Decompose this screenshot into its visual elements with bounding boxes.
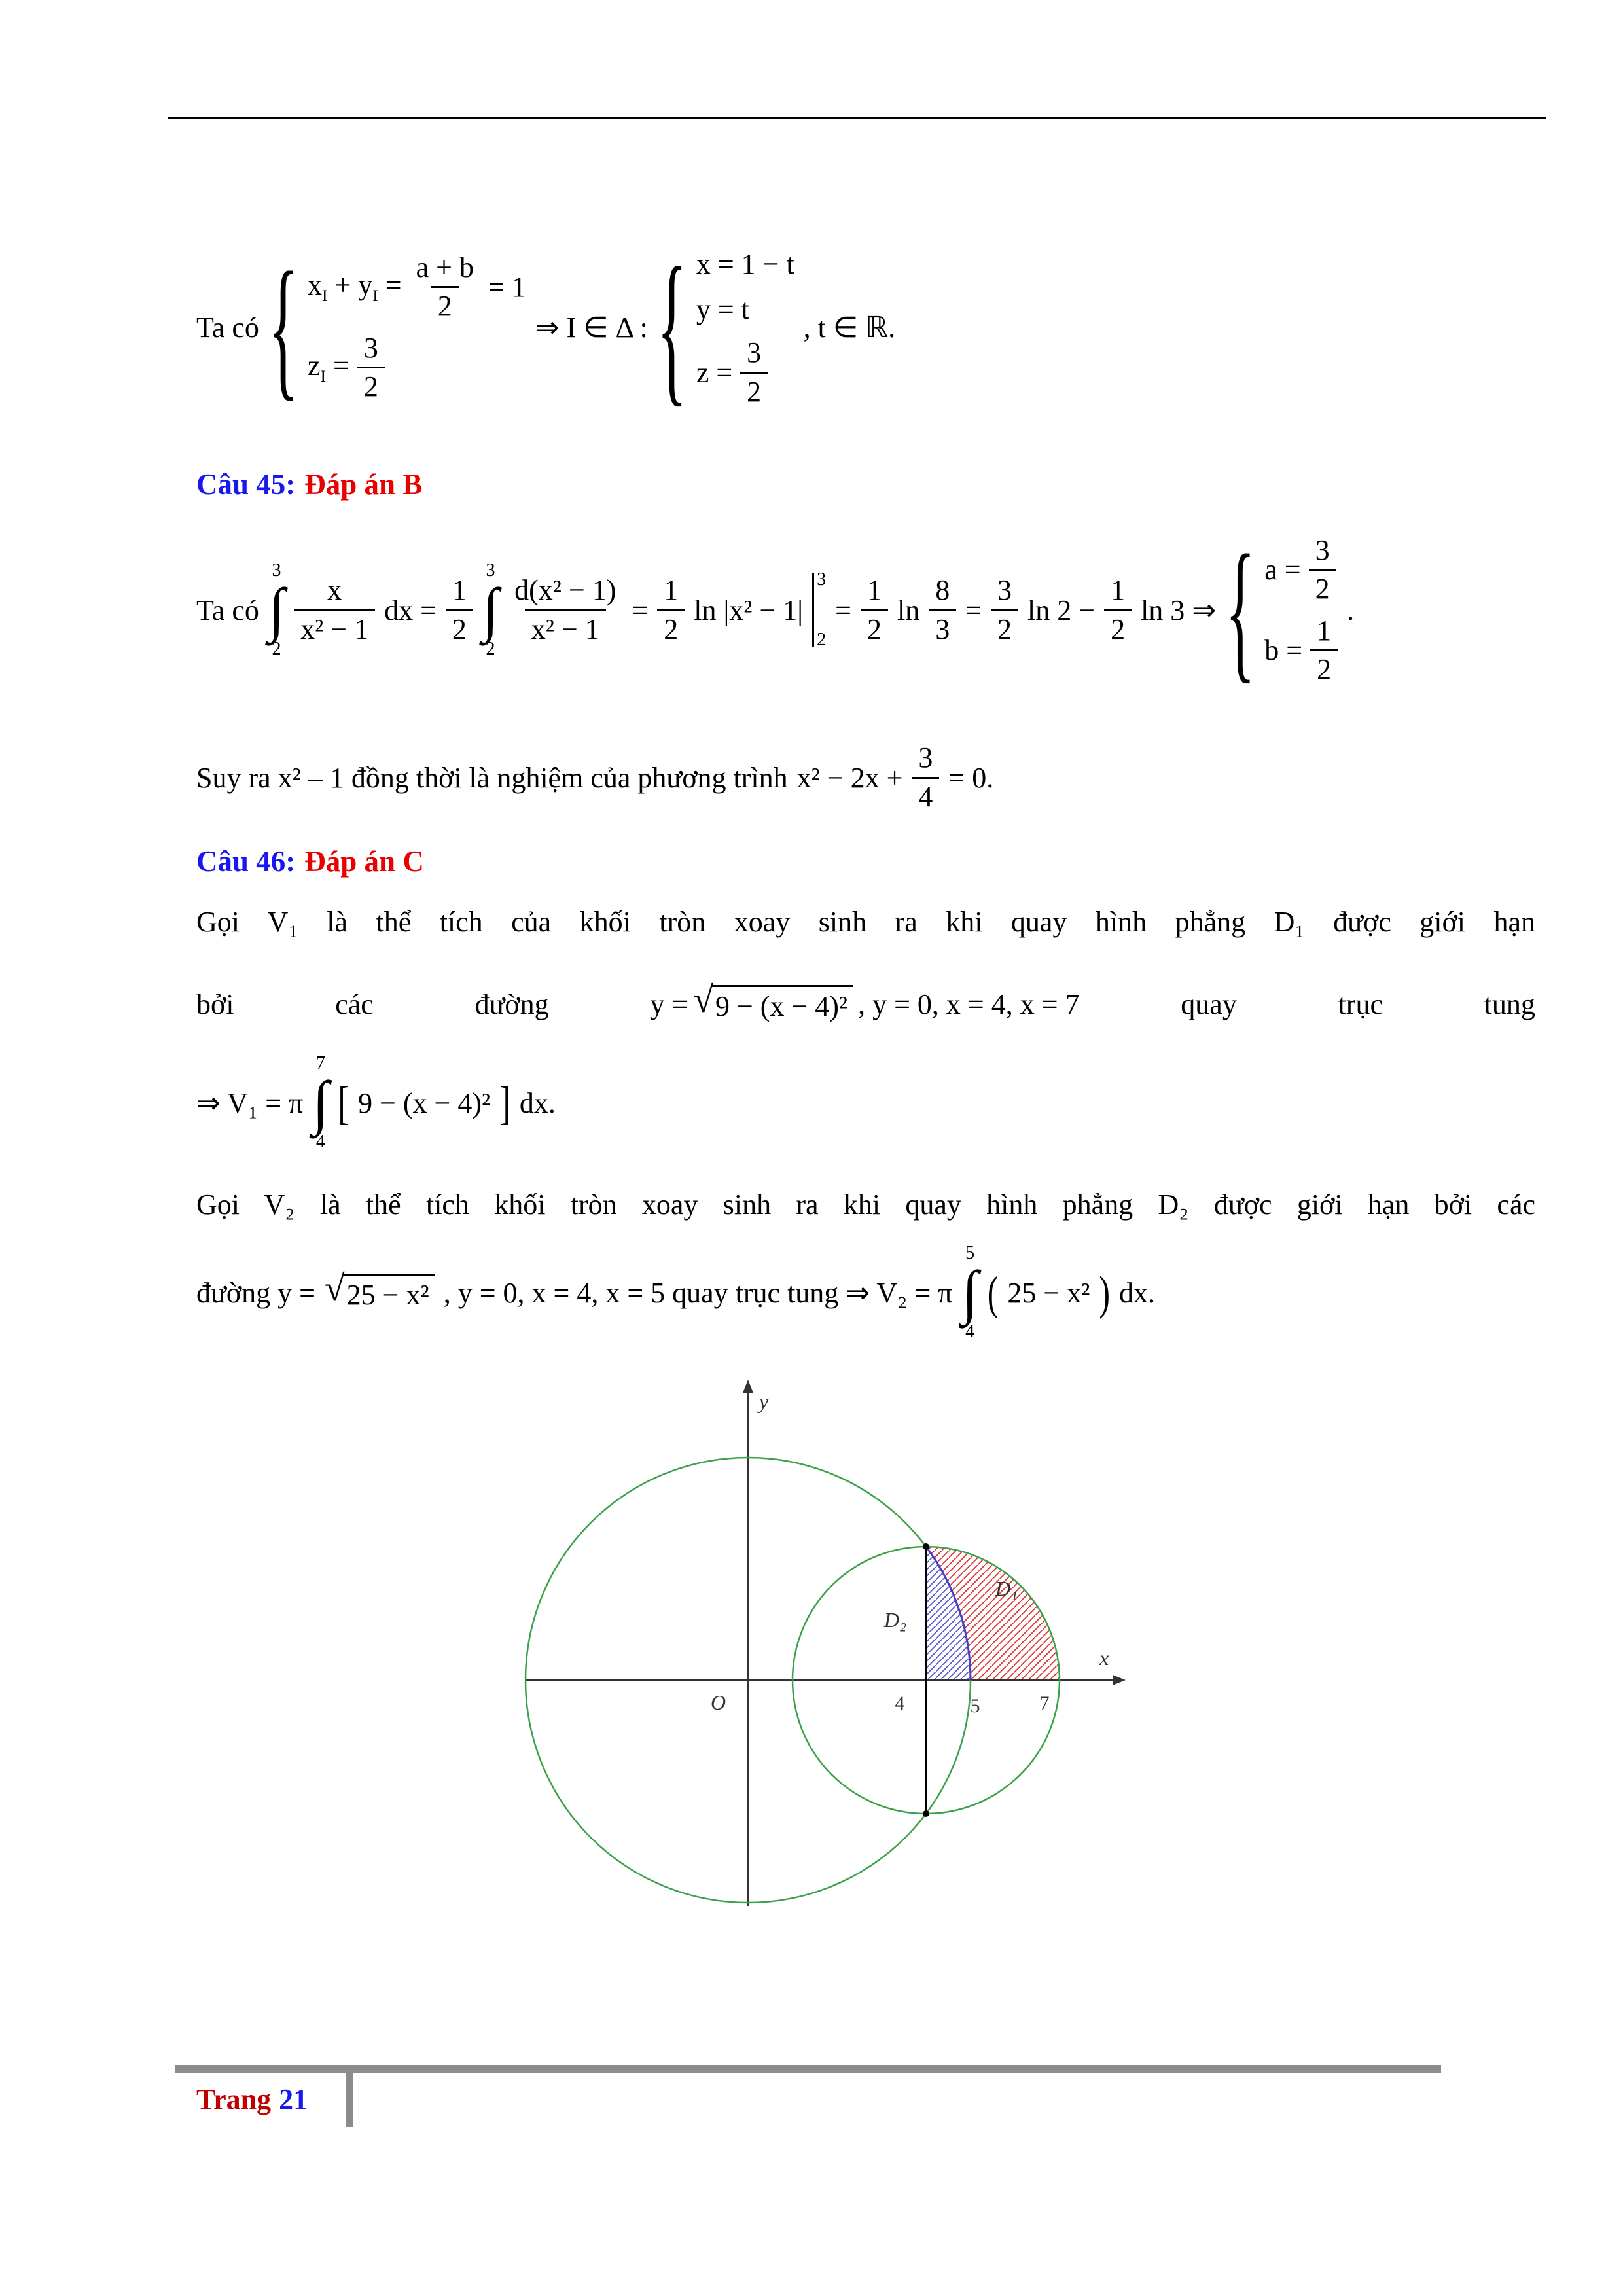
math-token: đường y = [196, 1276, 315, 1309]
math-token: dx = [384, 594, 437, 626]
evaluation-bar [812, 569, 826, 651]
integral-glyph: ∫ [961, 1259, 978, 1326]
word: tung [1484, 988, 1535, 1020]
math-token: = 0. [948, 761, 994, 794]
y-axis-arrow [743, 1380, 753, 1393]
fraction-numerator: 1 [664, 574, 679, 607]
text-run: Suy ra x² – 1 đồng thời là nghiệm của phương trình [196, 761, 788, 794]
fraction-denominator: 2 [740, 372, 768, 407]
right-paren: ) [1099, 1266, 1111, 1319]
math-token: dx. [519, 1086, 556, 1119]
fraction [657, 575, 685, 644]
math-token: , y = 0, x = 4, x = 7 [858, 988, 1080, 1020]
fraction-numerator: d(x² − 1) [514, 574, 616, 607]
footer-page-number: 21 [279, 2083, 308, 2115]
paragraph-v2-line1: Gọi V₂ là thể tích khối tròn xoay sinh ra khi quay hình phẳng D₂ được giới hạn bởi các [196, 1189, 1535, 1221]
answer-label: Đáp án B [304, 468, 423, 501]
fraction [294, 575, 375, 644]
integral-upper-limit: 7 [315, 1053, 325, 1074]
fraction-numerator: x [327, 574, 342, 607]
system-row [696, 293, 794, 326]
fraction-denominator: x² − 1 [294, 609, 375, 645]
tick-label-5: 5 [970, 1695, 980, 1717]
answer-label: Đáp án C [304, 845, 424, 878]
math-token: = [632, 594, 649, 626]
eval-lower-limit: 2 [817, 630, 827, 650]
radicand: 25 − x² [343, 1274, 435, 1312]
fraction-denominator: 2 [1310, 649, 1338, 685]
math-token: , y = 0, x = 4, x = 5 quay trục tung ⇒ V₂ = π [443, 1276, 953, 1309]
tick-label-4: 4 [895, 1693, 905, 1714]
fraction [929, 575, 956, 644]
fraction-denominator: 3 [929, 609, 956, 645]
word: đường [474, 988, 549, 1020]
system-ab [1264, 535, 1338, 685]
math-token: = 1 [488, 270, 526, 303]
question-number: Câu 45: [196, 468, 296, 501]
fraction [357, 333, 385, 402]
math-token: . [1347, 594, 1355, 626]
system-row [308, 333, 526, 402]
fraction [861, 575, 888, 644]
left-paren: ( [987, 1266, 999, 1319]
origin-label: O [711, 1691, 726, 1714]
system-row [1264, 616, 1338, 685]
word: quay [1181, 988, 1237, 1020]
eval-limits [814, 569, 826, 651]
system-row [696, 338, 794, 406]
math-token: ln 3 ⇒ [1141, 594, 1217, 626]
math-token: ⇒ V₁ = π [196, 1086, 304, 1119]
fraction [1309, 535, 1336, 604]
math-token: ln 2 − [1027, 594, 1096, 626]
fraction-numerator: 8 [935, 574, 950, 607]
geometry-figure [517, 1371, 1132, 1914]
integral-upper-limit: 5 [965, 1243, 975, 1264]
x-axis-arrow [1113, 1675, 1126, 1685]
fraction-denominator: x² − 1 [525, 609, 606, 645]
math-token: a = [1264, 553, 1301, 586]
integral-glyph: ∫ [312, 1069, 329, 1136]
system-row [1264, 535, 1338, 604]
tick-label-7: 7 [1039, 1693, 1050, 1714]
fraction-numerator: 3 [918, 742, 933, 774]
fraction-numerator: 1 [1317, 615, 1332, 647]
fraction-denominator: 2 [657, 609, 685, 645]
integral [482, 562, 499, 658]
math-token: $x_I + y_I$ = [307, 268, 402, 305]
math-token: y = t [696, 293, 749, 326]
left-brace: { [1225, 522, 1256, 697]
fraction-numerator: 1 [1111, 574, 1126, 607]
eval-upper-limit: 3 [817, 569, 827, 590]
math-token: dx. [1119, 1276, 1156, 1309]
fraction-numerator: 3 [747, 336, 762, 369]
math-token: = [835, 594, 851, 626]
integral-upper-limit: 3 [486, 560, 495, 581]
fraction [1104, 575, 1132, 644]
right-bracket: ] [499, 1076, 510, 1130]
suyra-line [196, 740, 993, 816]
paragraph-v1-line1: Gọi V₁ là thể tích của khối tròn xoay sinh ra khi quay hình phẳng D₁ được giới hạn [196, 906, 1535, 938]
fraction-numerator: 1 [866, 574, 882, 607]
left-bracket: [ [338, 1076, 349, 1130]
fraction [1310, 616, 1338, 685]
fraction [912, 743, 939, 812]
label-ta-co: Ta có [196, 311, 259, 344]
math-token: = [965, 594, 982, 626]
implies-token: ⇒ I ∈ Δ : [535, 311, 648, 344]
math-token: ln [897, 594, 920, 626]
integral-lower-limit: 4 [315, 1131, 325, 1152]
left-brace: { [268, 239, 298, 414]
word: các [335, 988, 374, 1020]
fraction-denominator: 2 [357, 367, 385, 402]
integral-glyph: ∫ [482, 576, 499, 643]
header-rule [168, 117, 1546, 119]
fraction [410, 253, 480, 321]
figure-svg [517, 1371, 1132, 1914]
heading-cau46 [196, 844, 424, 878]
integral [268, 562, 285, 658]
math-token: ln |x² − 1| [694, 594, 804, 626]
integral [312, 1054, 329, 1151]
square-root [693, 980, 853, 1023]
integral-lower-limit: 4 [965, 1321, 975, 1342]
fraction-numerator: 1 [452, 574, 467, 607]
math-line-midpoint-system [196, 223, 895, 432]
heading-cau45 [196, 467, 422, 501]
integral-upper-limit: 3 [272, 560, 281, 581]
x-axis-label: x [1099, 1646, 1109, 1670]
word: bởi [196, 988, 234, 1020]
system-coordinates [308, 253, 526, 403]
math-token: x² − 2x + [796, 761, 903, 794]
math-token: y = [650, 988, 688, 1020]
fraction-numerator: 3 [363, 332, 378, 364]
system-row [696, 247, 794, 281]
fraction [740, 338, 768, 406]
footer-separator [346, 2073, 353, 2127]
fraction-denominator: 2 [1309, 569, 1336, 604]
fraction-denominator: 2 [1104, 609, 1132, 645]
fraction-numerator: a + b [416, 251, 474, 283]
fraction-denominator: 2 [431, 286, 459, 321]
region-d1-label: D₁ [995, 1577, 1018, 1600]
fraction-denominator: 4 [912, 777, 939, 812]
fraction-denominator: 2 [991, 609, 1018, 645]
fraction [991, 575, 1018, 644]
point-top [923, 1543, 929, 1550]
math-line-integral [196, 524, 1354, 696]
fraction-denominator: 2 [446, 609, 473, 645]
point-bottom [923, 1810, 929, 1817]
math-token: b = [1264, 634, 1303, 667]
footer-bar [175, 2065, 1441, 2073]
label-ta-co: Ta có [196, 594, 259, 626]
radical-glyph: √ [693, 980, 713, 1020]
fraction-denominator: 2 [861, 609, 888, 645]
fraction-numerator: 3 [997, 574, 1012, 607]
integral-lower-limit: 2 [272, 638, 281, 659]
word: trục [1338, 988, 1383, 1020]
system-parametric-line [696, 247, 794, 406]
region-d2-label: D₂ [883, 1608, 907, 1632]
question-number: Câu 46: [196, 845, 296, 878]
math-token: x = 1 − t [696, 248, 794, 281]
footer-word: Trang [196, 2083, 272, 2115]
curve-equations [650, 980, 1080, 1023]
y-axis-label: y [759, 1390, 769, 1413]
math-token: 25 − x² [1007, 1276, 1090, 1309]
integral [962, 1244, 978, 1340]
integral-glyph: ∫ [268, 576, 285, 643]
fraction [446, 575, 473, 644]
v1-volume-formula [196, 1047, 556, 1158]
math-token: 9 − (x − 4)² [358, 1086, 491, 1119]
system-row [308, 253, 526, 321]
fraction [508, 575, 622, 644]
radical-glyph: √ [324, 1268, 345, 1309]
footer-page-label [196, 2083, 308, 2116]
formula-line-v2 [196, 1237, 1155, 1348]
math-token: $z_I$ = [307, 350, 349, 386]
fraction-numerator: 3 [1315, 533, 1330, 566]
square-root [324, 1268, 435, 1312]
formula-line-v1-bounds [196, 967, 1535, 1041]
math-token: , t ∈ ℝ. [803, 311, 896, 344]
radicand: 9 − (x − 4)² [711, 985, 853, 1023]
integral-lower-limit: 2 [486, 638, 495, 659]
left-brace: { [656, 232, 687, 422]
math-token: z = [696, 356, 733, 389]
